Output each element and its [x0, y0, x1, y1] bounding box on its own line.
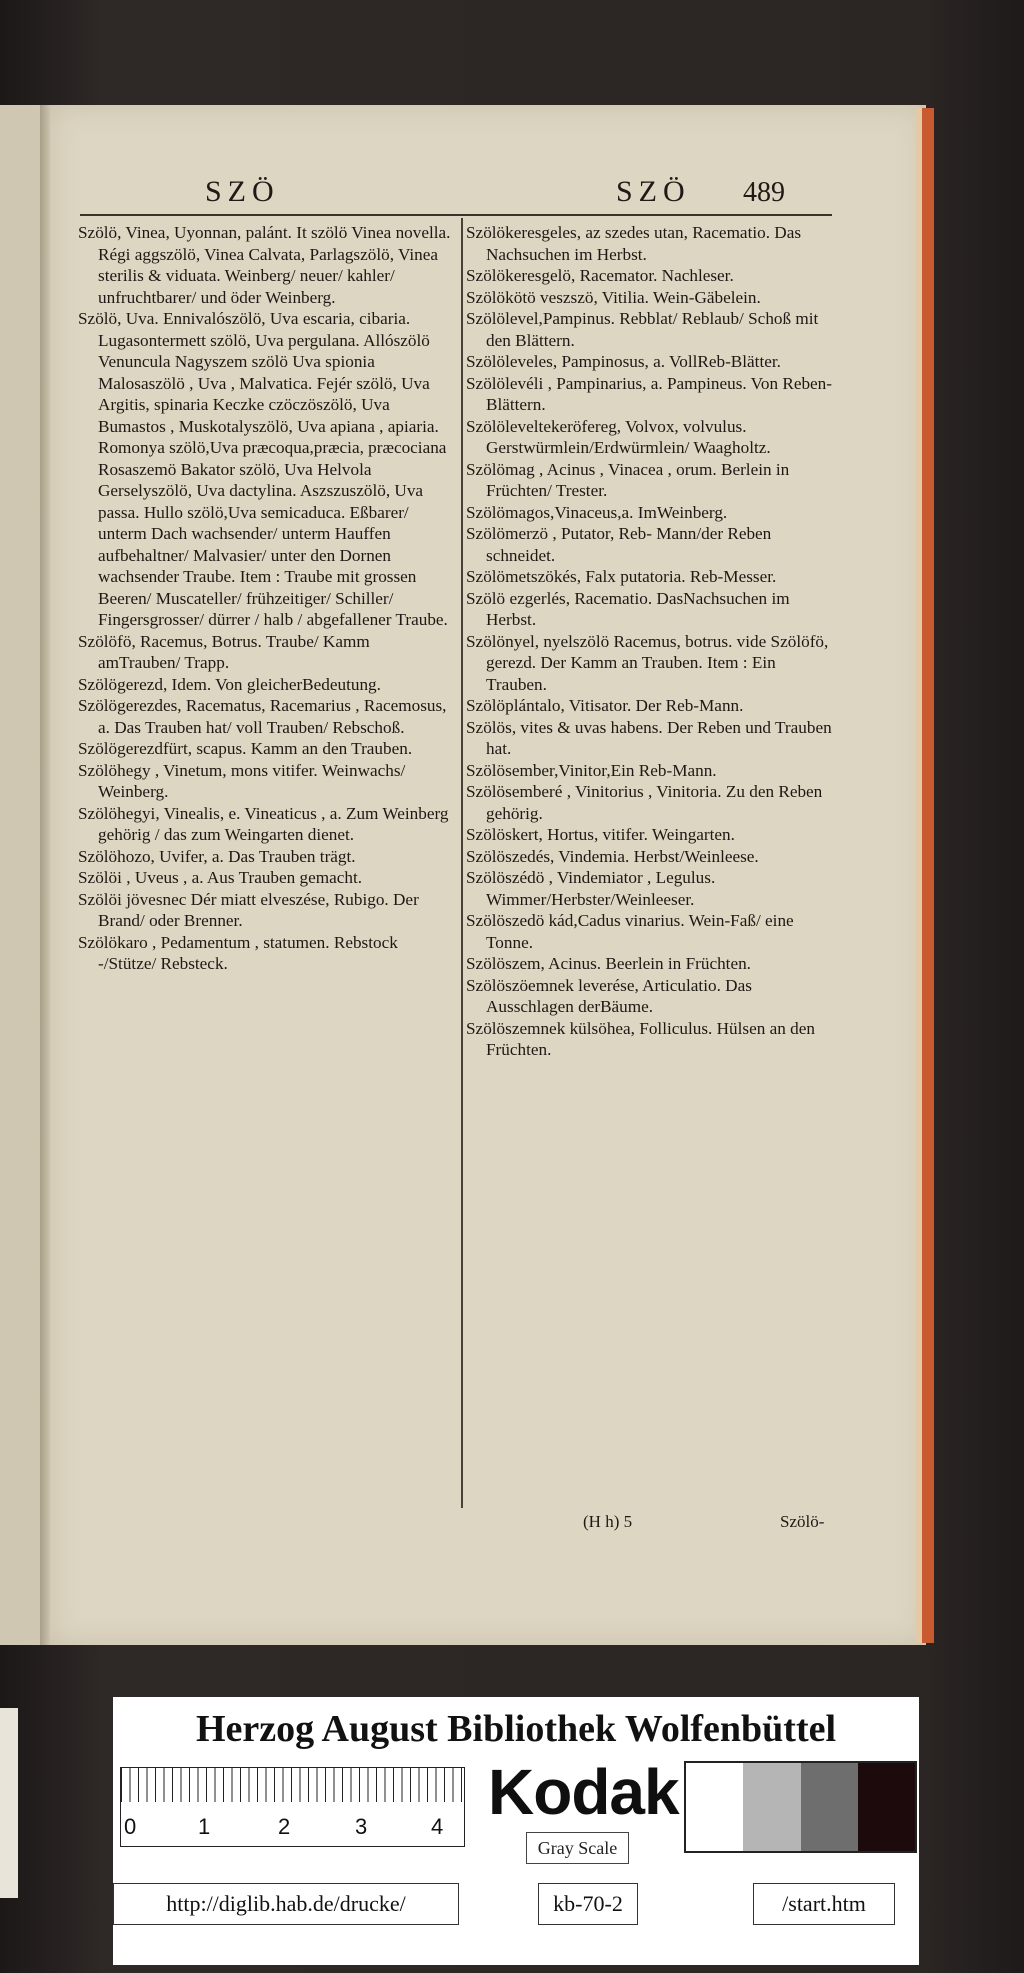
ruler-number: 0	[124, 1814, 137, 1839]
dictionary-entry: Szölösemberé , Vinitorius , Vinitoria. Zu den Reben gehörig.	[466, 782, 823, 823]
side-color-tab	[0, 1708, 18, 1898]
dictionary-entry: Szölö, Vinea, Uyonnan, palánt. It szölö Vinea novella. Régi aggszölö, Vinea Calvata, Parlagszölö, Vinea sterilis & viduata. Weinberg/ neuer/ kahler/ unfruchtbarer/ und öder Weinberg.	[78, 223, 451, 307]
gray-scale-label: Gray Scale	[526, 1832, 629, 1864]
dictionary-entry: Szölö ezgerlés, Racematio. DasNachsuchen im Herbst.	[466, 588, 790, 629]
dictionary-entry: Szölömagos,Vinaceus,a. ImWeinberg.	[466, 502, 728, 522]
dictionary-entry: Szölölevel,Pampinus. Rebblat/ Reblaub/ Schoß mit den Blättern.	[466, 309, 819, 350]
ruler-number: 1	[198, 1814, 211, 1839]
library-title: Herzog August Bibliothek Wolfenbüttel	[195, 1708, 837, 1750]
ruler-number: 2	[278, 1814, 291, 1839]
dictionary-entry: Szölömetszökés, Falx putatoria. Reb-Messer.	[466, 567, 777, 586]
running-head-left: SZÖ	[205, 175, 280, 208]
ruler-number: 4	[431, 1814, 444, 1839]
dictionary-entry: Szölöszedés, Vindemia. Herbst/Weinleese.	[466, 846, 759, 866]
right-column	[466, 222, 838, 1061]
dictionary-entry: Szölöfö, Racemus, Botrus. Traube/ Kamm amTrauben/ Trapp.	[78, 631, 370, 672]
dictionary-entry: Szölöszédö , Vindemiator , Legulus. Wimmer/Herbster/Weinleeser.	[466, 868, 716, 909]
dictionary-entry: Szölölevéli , Pampinarius, a. Pampineus. Von Reben-Blättern.	[466, 373, 832, 414]
header-rule	[80, 214, 832, 216]
dictionary-entry: Szölögerezdes, Racematus, Racemarius , Racemosus, a. Das Trauben hat/ voll Trauben/ Rebschoß.	[78, 696, 447, 737]
dictionary-entry: Szölöleveltekeröfereg, Volvox, volvulus. Gerstwürmlein/Erdwürmlein/ Waagholtz.	[466, 416, 771, 457]
measurement-ruler	[120, 1767, 465, 1847]
dictionary-entry: Szölögerezd, Idem. Von gleicherBedeutung.	[78, 674, 381, 694]
dictionary-entry: Szölöi , Uveus , a. Aus Trauben gemacht.	[78, 868, 363, 887]
scan-target-card	[113, 1697, 919, 1965]
dictionary-entry: Szölöplántalo, Vitisator. Der Reb-Mann.	[466, 696, 744, 715]
catchword: Szölö-	[780, 1512, 825, 1531]
swatch-black	[858, 1763, 915, 1851]
dictionary-entry: Szölönyel, nyelszölö Racemus, botrus. vide Szölöfö, gerezd. Der Kamm an Trauben. Item : Ein Trauben.	[466, 631, 829, 694]
dictionary-entry: Szölösember,Vinitor,Ein Reb-Mann.	[466, 760, 717, 780]
gray-swatches	[684, 1761, 917, 1853]
swatch-mid-gray	[801, 1763, 858, 1851]
dictionary-entry: Szölöszöemnek leverése, Articulatio. Das Ausschlagen derBäume.	[466, 975, 752, 1016]
dictionary-entry: Szölöleveles, Pampinosus, a. VollReb-Blätter.	[466, 352, 781, 371]
ruler-number: 3	[355, 1814, 368, 1839]
dictionary-entry: Szölös, vites & uvas habens. Der Reben und Trauben hat.	[466, 717, 832, 758]
dictionary-entry: Szölöhegy , Vinetum, mons vitifer. Weinwachs/ Weinberg.	[78, 760, 406, 801]
dictionary-entry: Szölöhegyi, Vinealis, e. Vineaticus , a. Zum Weinberg gehörig / das zum Weingarten dienet.	[78, 803, 449, 844]
swatch-white	[686, 1763, 743, 1851]
kodak-logo: Kodak	[488, 1756, 679, 1828]
signature-mark: (H h) 5	[583, 1512, 633, 1531]
dictionary-entry: Szölömag , Acinus , Vinacea , orum. Berlein in Früchten/ Trester.	[466, 459, 790, 500]
url-suffix: /start.htm	[753, 1883, 895, 1925]
dictionary-entry: Szölö, Uva. Ennivalószölö, Uva escaria, cibaria. Lugasontermett szölö, Uva pergulana. Allószölö Venunculа Nagyszem szölö Uva spionia Malosaszölö , Uva , Malvatica. Fejér szölö, Uva Argitis, spinaria Keczke czöczöszölö, Uva Bumastos , Muskotalyszölö, Uva apiana , apiaria. Romonya szölö,Uva præcoqua,præcia, præcociana Rosaszemö Bakator szölö, Uva Helvola Gerselyszölö, Uva dactylina. Aszszuszölö, Uva passa. Hullo szölö,Uva semicaduca. Eßbarer/ unterm Dach wachsender/ unterm Hauffen aufbehaltner/ Malvasier/ unter den Dornen wachsender Traube. Item : Traube mit grossen Beeren/ Muscateller/ frühzeitiger/ Schiller/ Fingersgrosser/ dürrer / halb / abgefallener Traube.	[78, 309, 448, 629]
dictionary-entry: Szölöskert, Hortus, vitifer. Weingarten.	[466, 825, 735, 844]
dictionary-entry: Szölöszemnek külsöhea, Folliculus. Hülsen an den Früchten.	[466, 1018, 815, 1059]
running-head-right: SZÖ	[616, 175, 691, 208]
dictionary-entry: Szölöi jövesnec Dér miatt elveszése, Rubigo. Der Brand/ oder Brenner.	[78, 889, 419, 930]
dictionary-entry: Szölöszedö kád,Cadus vinarius. Wein-Faß/ eine Tonne.	[466, 911, 794, 952]
url-prefix: http://diglib.hab.de/drucke/	[113, 1883, 459, 1925]
dictionary-entry: Szölökötö veszszö, Vitilia. Wein-Gäbelein.	[466, 287, 761, 307]
shelfmark: kb-70-2	[538, 1883, 638, 1925]
swatch-light-gray	[743, 1763, 800, 1851]
left-column	[78, 222, 456, 975]
dictionary-entry: Szölöhozo, Uvifer, a. Das Trauben trägt.	[78, 846, 356, 866]
column-divider	[461, 218, 463, 1508]
ruler-ticks	[121, 1768, 464, 1802]
page-red-edge	[922, 108, 934, 1643]
dictionary-entry: Szölömerzö , Putator, Reb- Mann/der Reben schneidet.	[466, 524, 772, 565]
dictionary-entry: Szölökaro , Pedamentum , statumen. Rebstock -/Stütze/ Rebsteck.	[78, 932, 398, 973]
dictionary-entry: Szölöszem, Acinus. Beerlein in Früchten.	[466, 954, 751, 973]
dictionary-entry: Szölögerezdfürt, scapus. Kamm an den Trauben.	[78, 739, 413, 758]
page-number: 489	[743, 177, 785, 208]
dictionary-entry: Szölökeresgelö, Racemator. Nachleser.	[466, 266, 734, 285]
dictionary-entry: Szölökeresgeles, az szedes utan, Racematio. Das Nachsuchen im Herbst.	[466, 223, 802, 264]
